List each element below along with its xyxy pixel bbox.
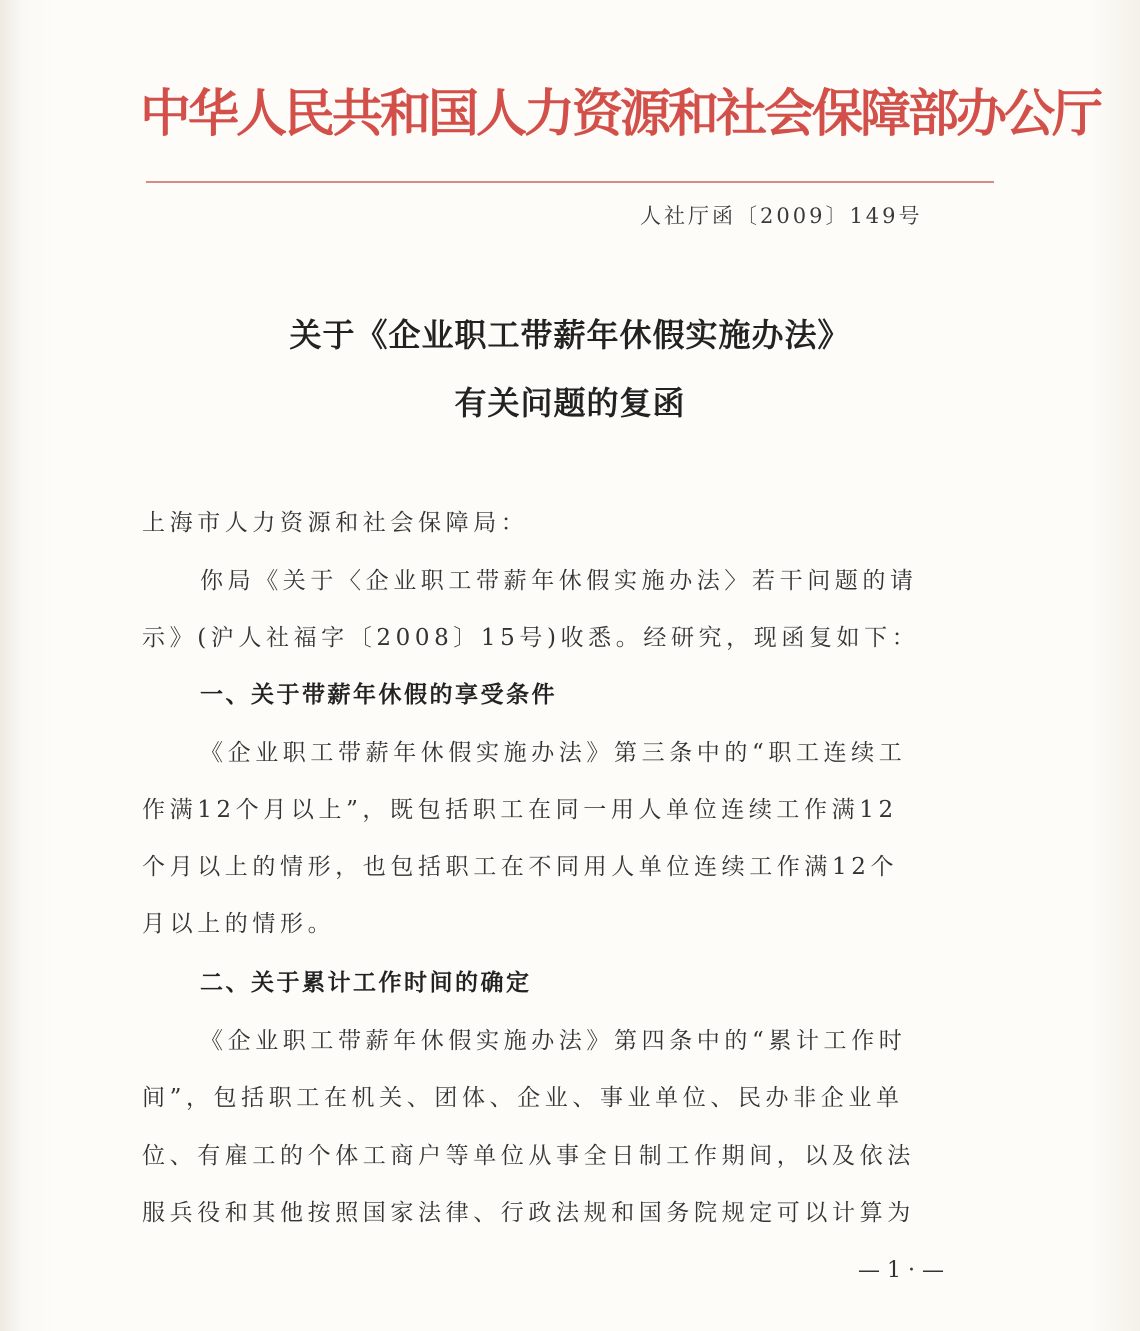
intro-line: 你局《关于〈企业职工带薪年休假实施办法〉若干问题的请 xyxy=(200,568,918,594)
document-title-line-2: 有关问题的复函 xyxy=(454,384,686,422)
recipient-line: 上海市人力资源和社会保障局： xyxy=(142,510,529,536)
section-2-line: 服兵役和其他按照国家法律、行政法规和国务院规定可以计算为 xyxy=(142,1200,915,1226)
section-2-line: 位、有雇工的个体工商户等单位从事全日制工作期间，以及依法 xyxy=(142,1143,915,1169)
section-2-heading: 二、关于累计工作时间的确定 xyxy=(200,970,532,996)
page-number: — 1 · — xyxy=(858,1258,944,1283)
section-2-line: 间”，包括职工在机关、团体、企业、事业单位、民办非企业单 xyxy=(142,1085,904,1111)
document-number: 人社厅函〔2009〕149号 xyxy=(640,204,923,228)
intro-line: 示》(沪人社福字〔2008〕15号)收悉。经研究，现函复如下： xyxy=(142,625,920,651)
section-2-line: 《企业职工带薪年休假实施办法》第四条中的“累计工作时 xyxy=(200,1028,907,1054)
header-red-rule xyxy=(146,181,994,183)
section-1-line: 《企业职工带薪年休假实施办法》第三条中的“职工连续工 xyxy=(200,740,907,766)
section-1-line: 作满12个月以上”，既包括职工在同一用人单位连续工作满12 xyxy=(142,797,898,823)
section-1-line: 月以上的情形。 xyxy=(142,911,336,937)
issuing-organization-header: 中华人民共和国人力资源和社会保障部办公厅 xyxy=(140,84,1101,144)
section-1-heading: 一、关于带薪年休假的享受条件 xyxy=(200,682,557,708)
section-1-line: 个月以上的情形，也包括职工在不同用人单位连续工作满12个 xyxy=(142,854,899,880)
document-title-line-1: 关于《企业职工带薪年休假实施办法》 xyxy=(289,316,851,354)
